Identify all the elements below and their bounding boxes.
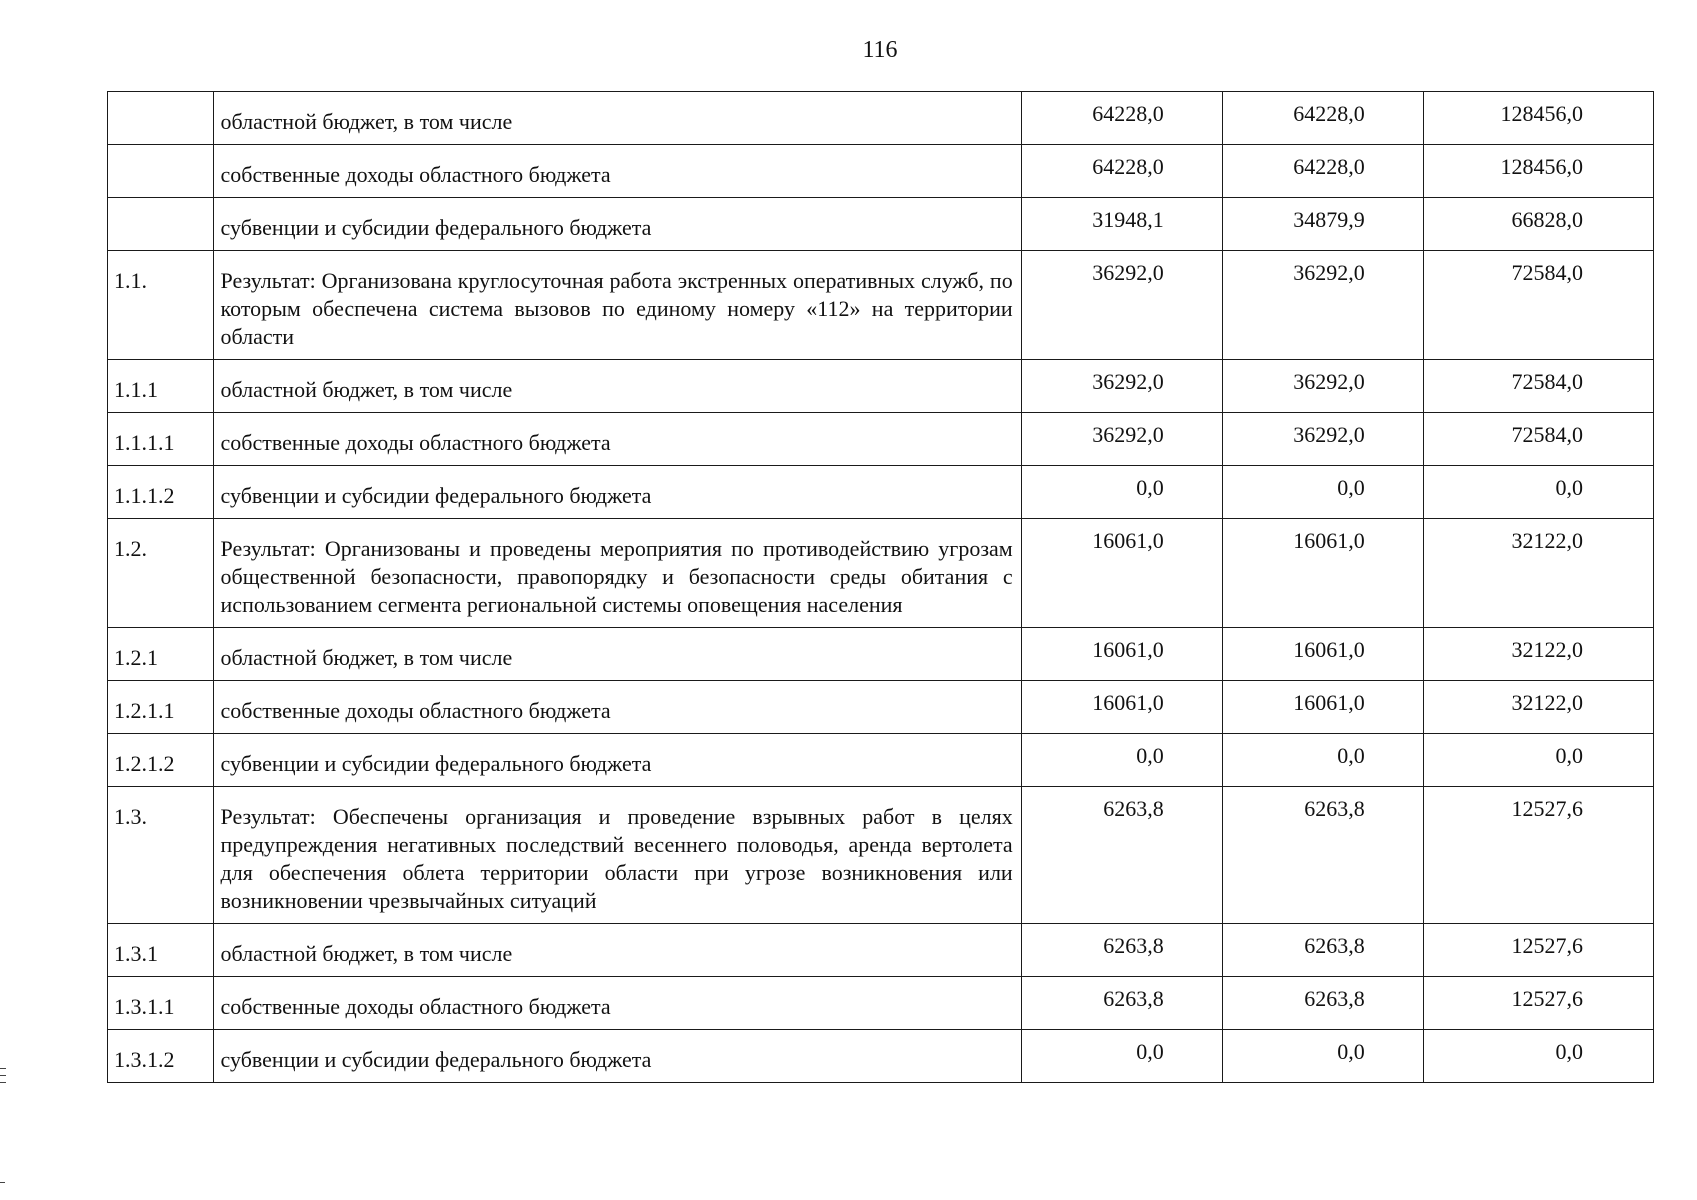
table-row: [108, 360, 1654, 413]
row-value-2-cell: 36292,0: [1222, 413, 1423, 466]
row-code-cell: 1.3.1.1: [108, 977, 214, 1030]
budget-table: [107, 91, 1654, 1083]
row-value-2-cell: 64228,0: [1222, 92, 1423, 145]
row-value-1-cell: 36292,0: [1021, 360, 1222, 413]
table-row: [108, 92, 1654, 145]
row-value-3-cell: 0,0: [1423, 1030, 1653, 1083]
row-code-cell: [108, 92, 214, 145]
row-value-1-cell: 0,0: [1021, 466, 1222, 519]
row-value-2-cell: 0,0: [1222, 466, 1423, 519]
row-value-3-cell: 12527,6: [1423, 787, 1653, 924]
row-name-cell: Результат: Организована круглосуточная работа экстренных оперативных служб, по которым обеспечена система вызовов по единому номеру «112» на территории области: [213, 251, 1021, 360]
row-code-cell: 1.3.: [108, 787, 214, 924]
row-value-3-cell: 32122,0: [1423, 628, 1653, 681]
row-value-3-cell: 72584,0: [1423, 413, 1653, 466]
row-value-3-cell: 0,0: [1423, 734, 1653, 787]
row-code-cell: 1.3.1: [108, 924, 214, 977]
row-code-cell: 1.3.1.2: [108, 1030, 214, 1083]
table-row: [108, 1030, 1654, 1083]
row-value-1-cell: 64228,0: [1021, 145, 1222, 198]
row-value-2-cell: 0,0: [1222, 1030, 1423, 1083]
row-value-2-cell: 6263,8: [1222, 787, 1423, 924]
table-row: [108, 977, 1654, 1030]
table-row: [108, 145, 1654, 198]
row-value-1-cell: 64228,0: [1021, 92, 1222, 145]
table-row: [108, 519, 1654, 628]
row-value-2-cell: 6263,8: [1222, 924, 1423, 977]
row-code-cell: [108, 145, 214, 198]
row-name-cell: субвенции и субсидии федерального бюджета: [213, 734, 1021, 787]
row-value-1-cell: 16061,0: [1021, 519, 1222, 628]
row-value-1-cell: 0,0: [1021, 734, 1222, 787]
table-row: [108, 787, 1654, 924]
row-code-cell: 1.2.: [108, 519, 214, 628]
table-row: [108, 198, 1654, 251]
page-number: 116: [862, 37, 898, 63]
row-name-cell: субвенции и субсидии федерального бюджета: [213, 1030, 1021, 1083]
row-code-cell: 1.1.1.1: [108, 413, 214, 466]
row-value-1-cell: 36292,0: [1021, 413, 1222, 466]
row-name-cell: собственные доходы областного бюджета: [213, 977, 1021, 1030]
row-name-cell: областной бюджет, в том числе: [213, 628, 1021, 681]
table-row: [108, 251, 1654, 360]
row-value-1-cell: 31948,1: [1021, 198, 1222, 251]
row-value-2-cell: 16061,0: [1222, 628, 1423, 681]
row-value-2-cell: 16061,0: [1222, 519, 1423, 628]
row-code-cell: 1.2.1: [108, 628, 214, 681]
row-value-2-cell: 16061,0: [1222, 681, 1423, 734]
row-code-cell: 1.1.1.2: [108, 466, 214, 519]
table-row: [108, 924, 1654, 977]
row-code-cell: 1.2.1.1: [108, 681, 214, 734]
table-body: [108, 92, 1654, 1083]
row-value-2-cell: 34879,9: [1222, 198, 1423, 251]
row-value-3-cell: 32122,0: [1423, 681, 1653, 734]
row-name-cell: субвенции и субсидии федерального бюджета: [213, 466, 1021, 519]
row-value-1-cell: 16061,0: [1021, 681, 1222, 734]
row-name-cell: областной бюджет, в том числе: [213, 92, 1021, 145]
row-name-cell: субвенции и субсидии федерального бюджета: [213, 198, 1021, 251]
margin-dash: [0, 1182, 5, 1183]
row-name-cell: собственные доходы областного бюджета: [213, 413, 1021, 466]
row-name-cell: собственные доходы областного бюджета: [213, 145, 1021, 198]
row-value-2-cell: 6263,8: [1222, 977, 1423, 1030]
row-name-cell: Результат: Обеспечены организация и проведение взрывных работ в целях предупреждения негативных последствий весеннего половодья, аренда вертолета для обеспечения облета территории области при угрозе возникновения или возникновении чрезвычайных ситуаций: [213, 787, 1021, 924]
table-row: [108, 734, 1654, 787]
row-code-cell: 1.2.1.2: [108, 734, 214, 787]
row-value-3-cell: 66828,0: [1423, 198, 1653, 251]
row-value-1-cell: 6263,8: [1021, 787, 1222, 924]
row-value-2-cell: 36292,0: [1222, 251, 1423, 360]
table-row: [108, 681, 1654, 734]
row-value-3-cell: 12527,6: [1423, 977, 1653, 1030]
row-value-1-cell: 6263,8: [1021, 977, 1222, 1030]
row-value-3-cell: 32122,0: [1423, 519, 1653, 628]
row-value-1-cell: 36292,0: [1021, 251, 1222, 360]
table-row: [108, 628, 1654, 681]
row-value-2-cell: 36292,0: [1222, 360, 1423, 413]
row-value-1-cell: 0,0: [1021, 1030, 1222, 1083]
row-code-cell: [108, 198, 214, 251]
row-name-cell: Результат: Организованы и проведены мероприятия по противодействию угрозам общественной безопасности, правопорядку и безопасности среды обитания с использованием сегмента региональной системы оповещения населения: [213, 519, 1021, 628]
row-value-3-cell: 72584,0: [1423, 360, 1653, 413]
row-value-1-cell: 16061,0: [1021, 628, 1222, 681]
row-value-2-cell: 0,0: [1222, 734, 1423, 787]
row-value-3-cell: 12527,6: [1423, 924, 1653, 977]
row-name-cell: собственные доходы областного бюджета: [213, 681, 1021, 734]
row-value-3-cell: 128456,0: [1423, 92, 1653, 145]
row-value-1-cell: 6263,8: [1021, 924, 1222, 977]
row-value-3-cell: 72584,0: [1423, 251, 1653, 360]
row-name-cell: областной бюджет, в том числе: [213, 360, 1021, 413]
row-value-3-cell: 0,0: [1423, 466, 1653, 519]
table-row: [108, 466, 1654, 519]
row-name-cell: областной бюджет, в том числе: [213, 924, 1021, 977]
table-row: [108, 413, 1654, 466]
row-code-cell: 1.1.: [108, 251, 214, 360]
row-code-cell: 1.1.1: [108, 360, 214, 413]
row-value-2-cell: 64228,0: [1222, 145, 1423, 198]
row-value-3-cell: 128456,0: [1423, 145, 1653, 198]
margin-marks: [0, 1068, 6, 1089]
